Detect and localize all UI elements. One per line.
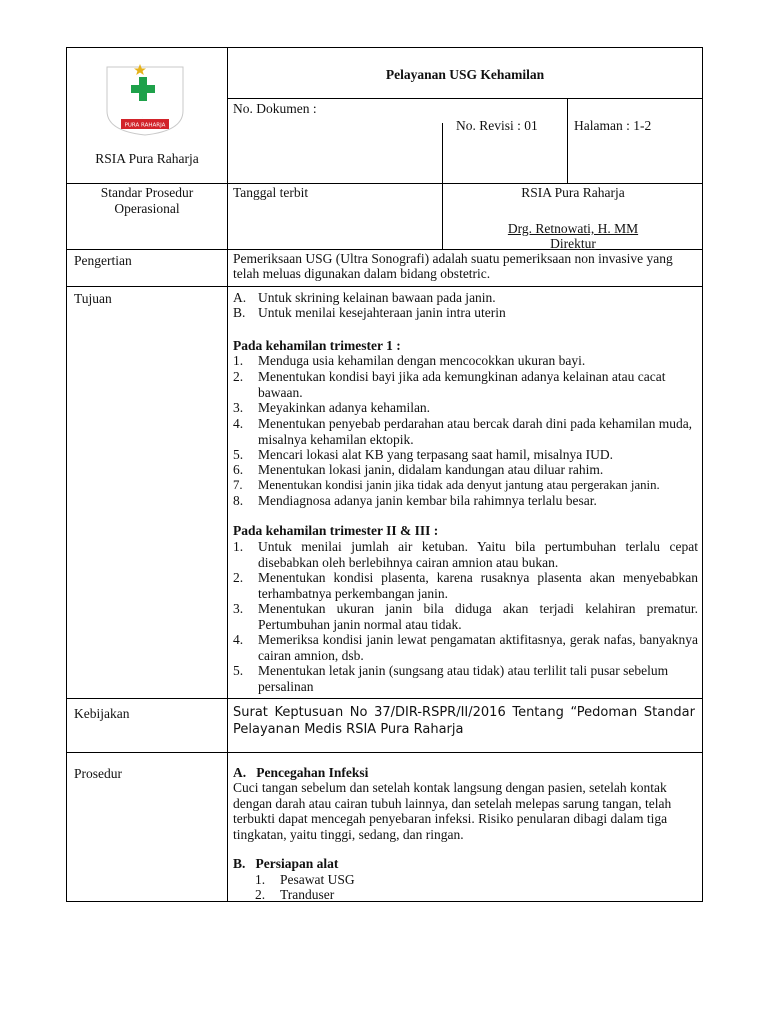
trimester1-item <box>233 369 698 400</box>
prosedur-label: Prosedur <box>74 766 122 781</box>
prosedur-a-text: Cuci tangan sebelum dan setelah kontak langsung dengan pasien, setelah kontak dengan darah atau cairan tubuh lainnya, dan setelah melepas sarung tangan, telah terbukti dapat mencegah penyebaran infeksi. Risiko penularan dibagi dalam tiga tingkatan, yaitu tinggi, sedang, dan ringan. <box>233 780 672 842</box>
org-name: RSIA Pura Raharja <box>95 151 199 166</box>
tanggal-terbit-label: Tanggal terbit <box>233 185 309 200</box>
logo-caption: PURA RAHARJA <box>124 122 166 129</box>
item-text: Menduga usia kehamilan dengan mencocokkan ukuran bayi. <box>258 353 586 368</box>
item-marker: 1. <box>255 872 266 887</box>
item-text: Menentukan kondisi bayi jika ada kemungkinan adanya kelainan atau cacat bawaan. <box>258 369 666 400</box>
item-marker: A. <box>233 290 247 305</box>
item-marker: 3. <box>233 400 244 415</box>
row-divider-title <box>227 98 703 99</box>
tujuan-label: Tujuan <box>74 291 112 306</box>
trimester23-heading: Pada kehamilan trimester II & III : <box>233 523 439 538</box>
pengertian-label: Pengertian <box>74 253 132 268</box>
item-marker: 6. <box>233 462 244 477</box>
sop-label: Standar Prosedur Operasional <box>100 185 194 216</box>
item-marker: 5. <box>233 663 244 678</box>
item-marker: 2. <box>255 887 266 902</box>
director-name: Drg. Retnowati, H. MM <box>507 221 639 236</box>
item-text: Tranduser <box>280 887 335 902</box>
item-marker: B. <box>233 305 246 320</box>
item-text: Menentukan letak janin (sungsang atau tidak) atau terlilit tali pusar sebelum persalinan <box>258 663 669 694</box>
item-marker: 1. <box>233 353 244 368</box>
item-marker: 4. <box>233 416 244 431</box>
trimester1-heading: Pada kehamilan trimester 1 : <box>233 338 401 353</box>
row-divider-kebijakan <box>67 752 703 753</box>
item-text: Pesawat USG <box>280 872 355 887</box>
item-text: Menentukan penyebab perdarahan atau bercak darah dini pada kehamilan muda, misalnya kehamilan ektopik. <box>258 416 693 447</box>
item-text: Untuk skrining kelainan bawaan pada janin. <box>258 290 496 305</box>
hospital-logo <box>105 61 185 137</box>
item-text: Menentukan kondisi janin jika tidak ada denyut jantung atau pergerakan janin. <box>258 478 660 492</box>
issuer-org: RSIA Pura Raharja <box>521 185 625 200</box>
trimester23-item <box>233 570 698 601</box>
row-divider-tujuan <box>67 698 703 699</box>
trimester23-item <box>233 632 698 663</box>
item-text: Untuk menilai kesejahteraan janin intra uterin <box>258 305 506 320</box>
item-marker: 3. <box>233 601 244 616</box>
item-marker: 8. <box>233 493 244 508</box>
item-marker: 2. <box>233 570 244 585</box>
item-marker: 1. <box>233 539 244 554</box>
item-text: Mencari lokasi alat KB yang terpasang saat hamil, misalnya IUD. <box>258 447 614 462</box>
trimester23-item <box>233 663 698 694</box>
halaman: Halaman : 1-2 <box>574 118 652 133</box>
document-title: Pelayanan USG Kehamilan <box>385 67 545 82</box>
no-dokumen-label: No. Dokumen : <box>233 101 317 116</box>
pengertian-text: Pemeriksaan USG (Ultra Sonografi) adalah suatu pemeriksaan non invasive yang telah meluas digunakan dalam bidang obstetric. <box>233 251 673 281</box>
director-title: Direktur <box>550 236 596 251</box>
kebijakan-label: Kebijakan <box>74 706 130 721</box>
item-text: Menentukan ukuran janin bila diduga akan terjadi kelahiran prematur. Pertumbuhan janin normal atau tidak. <box>258 601 698 632</box>
item-text: Untuk menilai jumlah air ketuban. Yaitu bila pertumbuhan terlalu cepat disebabkan oleh berlebihnya cairan amnion atau bukan. <box>258 539 698 570</box>
item-text: Menentukan kondisi plasenta, karena rusaknya plasenta akan menyebabkan terhambatnya perkembangan janin. <box>258 570 698 601</box>
col-divider-halaman <box>567 98 568 184</box>
col-divider <box>227 48 228 902</box>
trimester23-item <box>233 539 698 570</box>
item-marker: 4. <box>233 632 244 647</box>
item-text: Meyakinkan adanya kehamilan. <box>258 400 431 415</box>
trimester23-item <box>233 601 698 632</box>
sop-document <box>66 47 703 902</box>
item-marker: 7. <box>233 478 243 492</box>
row-divider-header <box>67 183 703 184</box>
item-marker: 2. <box>233 369 244 384</box>
prosedur-a-heading: A. Pencegahan Infeksi <box>233 765 369 780</box>
item-text: Memeriksa kondisi janin lewat pengamatan aktifitasnya, gerak nafas, banyaknya cairan amnion, dsb. <box>258 632 698 663</box>
item-text: Mendiagnosa adanya janin kembar bila rahimnya terlalu besar. <box>258 493 597 508</box>
item-text: Menentukan lokasi janin, didalam kandungan atau diluar rahim. <box>258 462 604 477</box>
item-marker: 5. <box>233 447 244 462</box>
trimester1-item <box>233 416 698 447</box>
prosedur-b-heading: B. Persiapan alat <box>233 856 339 871</box>
no-revisi: No. Revisi : 01 <box>456 118 538 133</box>
kebijakan-text: Surat Keptusuan No 37/DIR-RSPR/II/2016 Tentang “Pedoman Standar Pelayanan Medis RSIA Pura Raharja <box>233 705 695 737</box>
row-divider-pengertian <box>67 286 703 287</box>
